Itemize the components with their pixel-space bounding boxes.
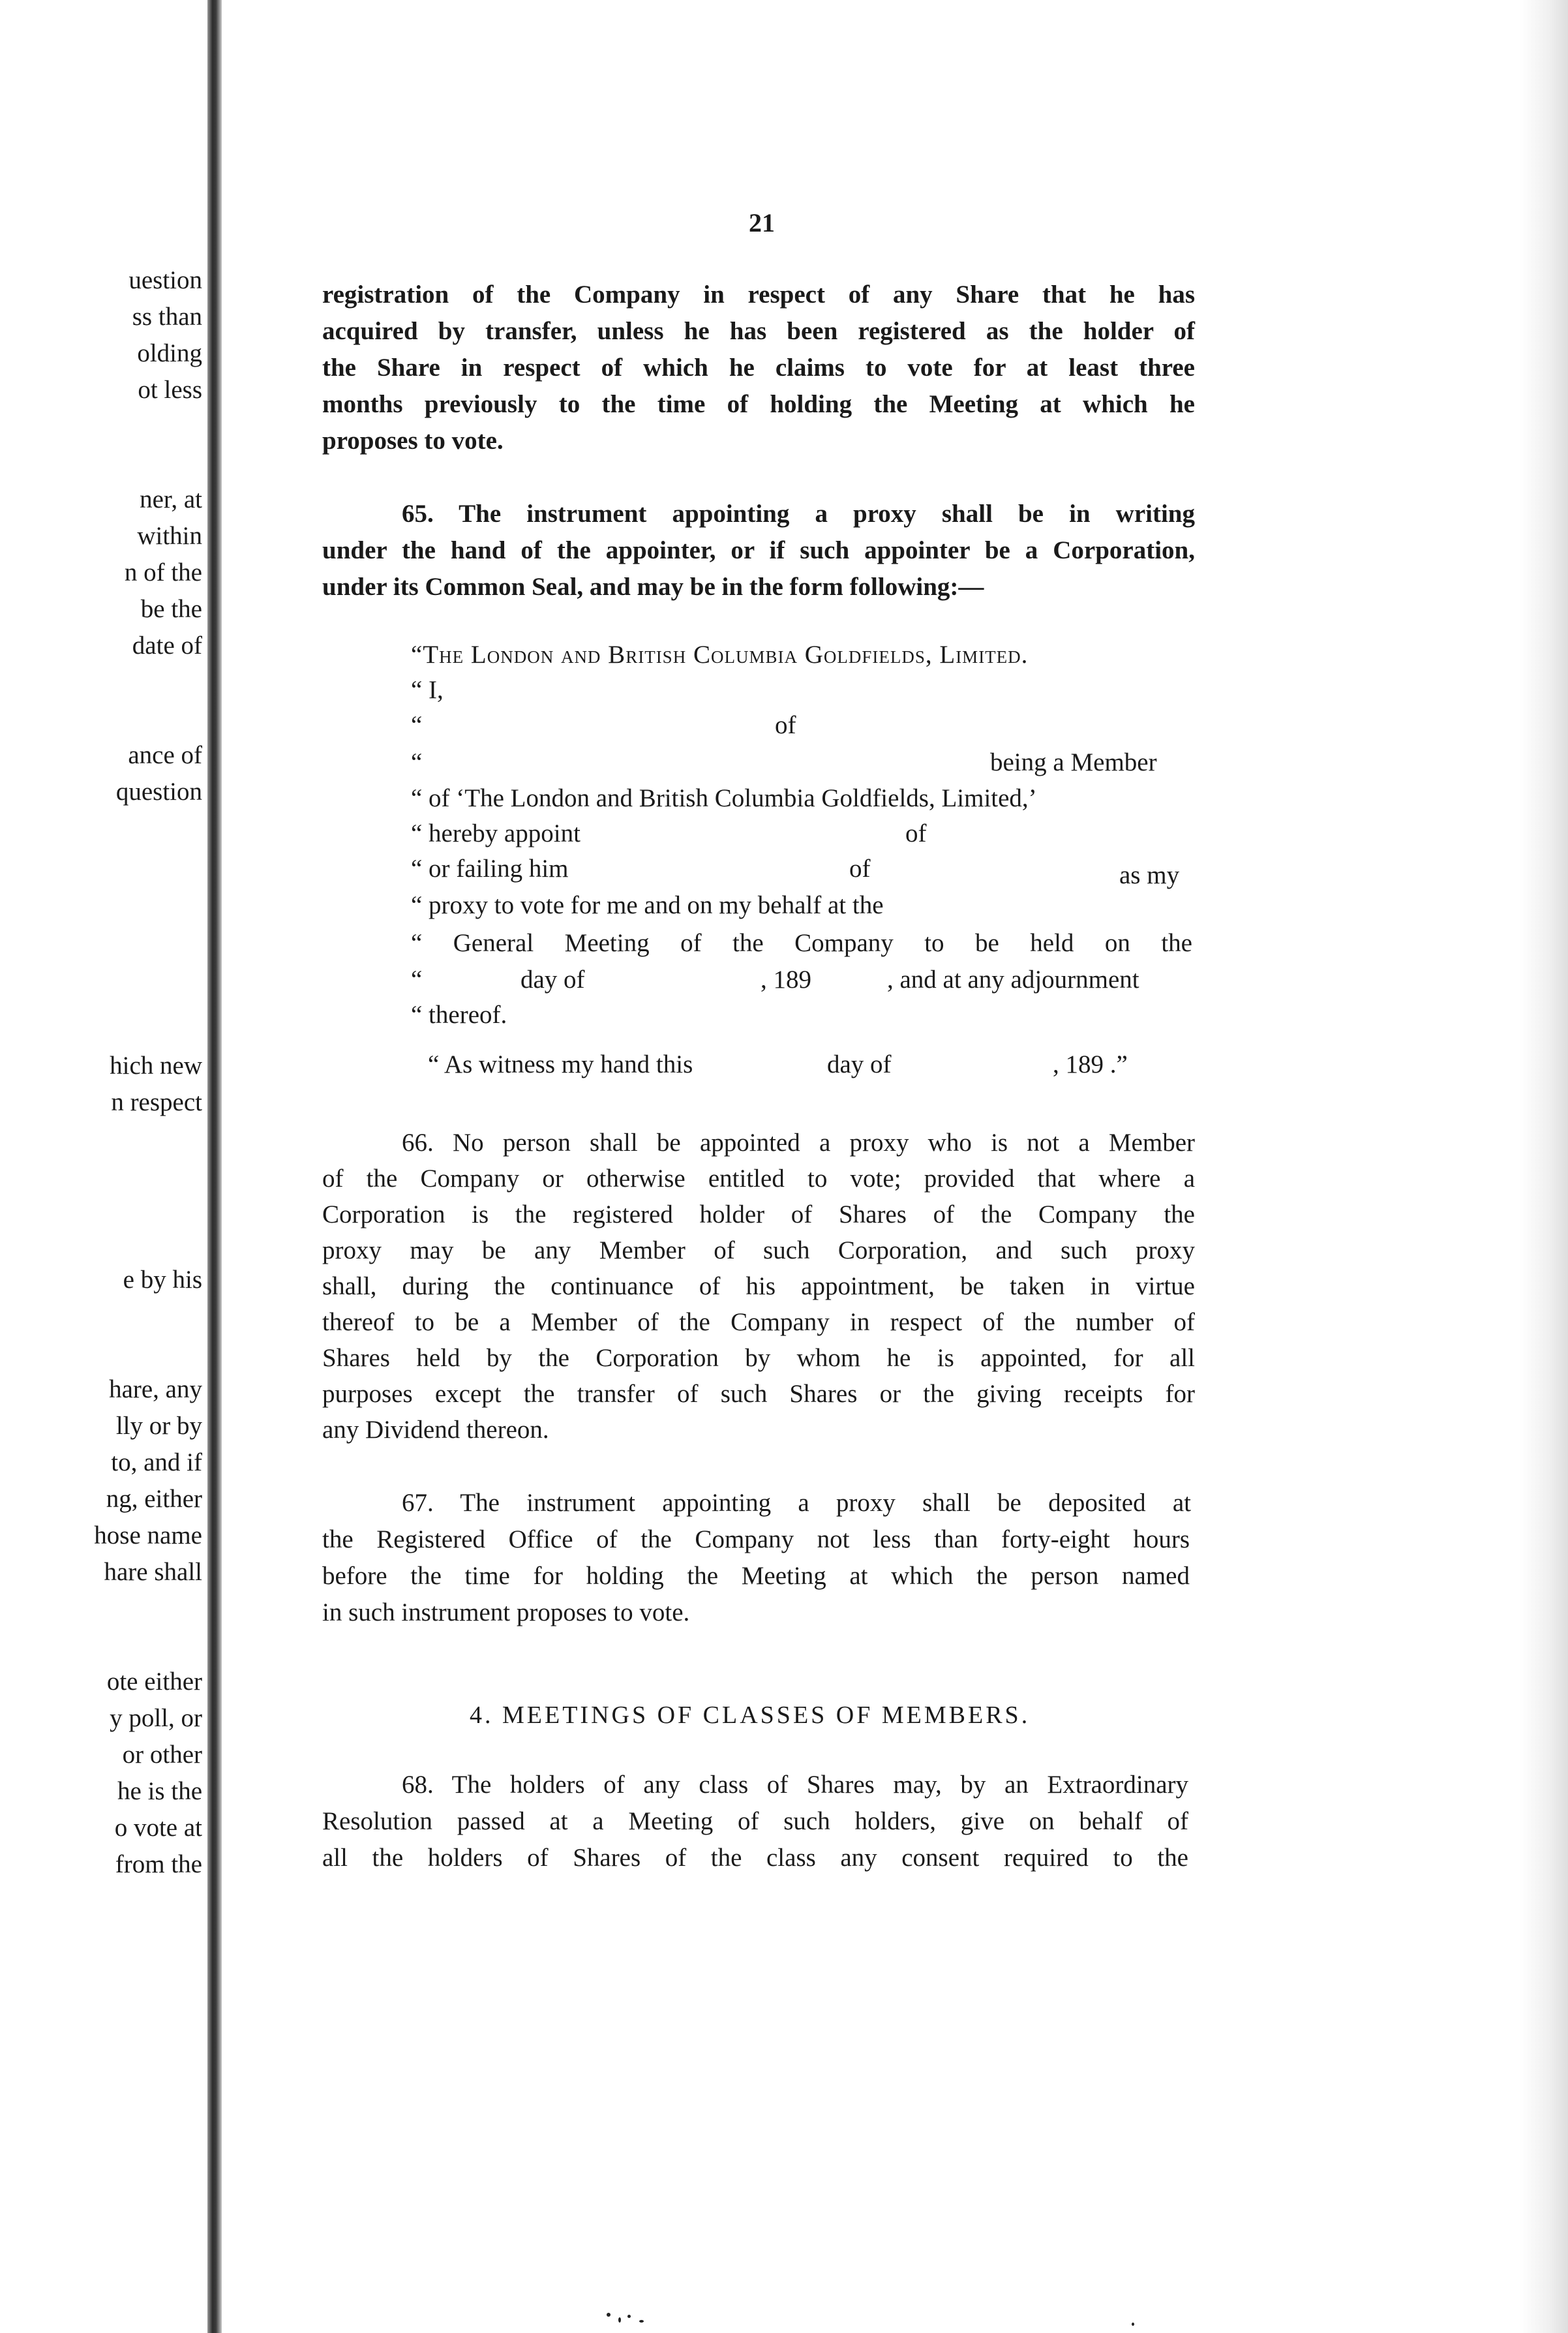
paragraph-line: months previously to the time of holding the Meeting at which he <box>322 390 1195 418</box>
page-edge-shadow <box>1520 0 1568 2333</box>
form-line: “ hereby appoint <box>411 819 580 847</box>
paragraph-line: purposes except the transfer of such Shares or the giving receipts for <box>322 1380 1195 1408</box>
paragraph-line: Resolution passed at a Meeting of such holders, give on behalf of <box>322 1807 1188 1835</box>
form-line: “ <box>411 711 423 739</box>
form-line: “ I, <box>411 676 444 704</box>
form-line: “ <box>411 748 423 776</box>
section-heading: 4. MEETINGS OF CLASSES OF MEMBERS. <box>470 1701 1031 1729</box>
page-number: 21 <box>749 208 775 237</box>
form-line: “ proxy to vote for me and on my behalf at the <box>411 891 884 919</box>
scan-speck <box>1132 2323 1134 2326</box>
left-fragment: within <box>137 522 202 550</box>
paragraph-line: in such instrument proposes to vote. <box>322 1598 690 1626</box>
form-line: , 189 <box>761 966 811 994</box>
form-line: , and at any adjournment <box>887 966 1139 994</box>
paragraph-line: 68. The holders of any class of Shares may, by an Extraordinary <box>402 1771 1188 1799</box>
paragraph-line: before the time for holding the Meeting at which the person named <box>322 1562 1190 1590</box>
left-fragment: hose name <box>94 1521 202 1549</box>
paragraph-line: thereof to be a Member of the Company in respect of the number of <box>322 1308 1195 1336</box>
left-fragment: question <box>115 778 202 806</box>
left-fragment: ote either <box>106 1668 202 1696</box>
left-fragment: uestion <box>128 266 202 294</box>
form-line: “ thereof. <box>411 1001 507 1029</box>
form-line: being a Member <box>990 748 1157 776</box>
paragraph-line: 67. The instrument appointing a proxy shall be deposited at <box>402 1489 1191 1517</box>
form-line: of <box>849 855 871 883</box>
left-fragment: olding <box>137 339 202 367</box>
paragraph-line: all the holders of Shares of the class any consent required to the <box>322 1844 1188 1872</box>
scan-speck <box>627 2315 631 2318</box>
left-fragment: o vote at <box>114 1814 202 1842</box>
paragraph-line: acquired by transfer, unless he has been registered as the holder of <box>322 317 1195 345</box>
paragraph-line: 66. No person shall be appointed a proxy who is not a Member <box>402 1129 1195 1157</box>
left-fragment: hich new <box>110 1052 202 1080</box>
form-line: of <box>905 819 927 847</box>
paragraph-line: proxy may be any Member of such Corporation, and such proxy <box>322 1236 1195 1264</box>
form-line: as my <box>1119 861 1180 889</box>
left-fragment: be the <box>140 595 202 623</box>
scan-speck <box>639 2320 644 2323</box>
left-fragment: e by his <box>123 1266 202 1294</box>
left-fragment: lly or by <box>115 1412 202 1440</box>
left-fragment: n of the <box>124 558 202 587</box>
form-line: of <box>775 711 796 739</box>
paragraph-line: of the Company or otherwise entitled to vote; provided that where a <box>322 1165 1195 1193</box>
scan-speck <box>607 2313 611 2317</box>
paragraph-line: proposes to vote. <box>322 427 504 455</box>
paragraph-line: 65. The instrument appointing a proxy shall be in writing <box>402 500 1195 528</box>
form-line: “ General Meeting of the Company to be held on the <box>411 929 1192 957</box>
left-fragment: or other <box>122 1741 202 1769</box>
form-line: “ of ‘The London and British Columbia Goldfields, Limited,’ <box>411 784 1037 812</box>
form-line: , 189 .” <box>1053 1050 1128 1078</box>
left-fragment: he is the <box>117 1777 202 1805</box>
left-fragment: ance of <box>128 741 202 769</box>
form-line: “ <box>411 966 423 994</box>
left-fragment: hare shall <box>104 1558 202 1586</box>
left-fragment: y poll, or <box>110 1704 202 1732</box>
paragraph-line: under the hand of the appointer, or if such appointer be a Corporation, <box>322 536 1195 564</box>
left-fragment: ot less <box>138 376 202 404</box>
left-fragment: to, and if <box>111 1448 202 1476</box>
left-fragment: date of <box>132 632 202 660</box>
form-line: “ or failing him <box>411 855 569 883</box>
left-page-edge <box>0 0 207 2333</box>
left-fragment: from the <box>115 1850 202 1878</box>
left-fragment: ner, at <box>140 485 202 513</box>
paragraph-line: registration of the Company in respect of any Share that he has <box>322 281 1195 309</box>
form-line: day of <box>520 966 585 994</box>
paragraph-line: Corporation is the registered holder of Shares of the Company the <box>322 1200 1195 1228</box>
form-title: “The London and British Columbia Goldfields, Limited. <box>411 641 1029 669</box>
paragraph-line: shall, during the continuance of his appointment, be taken in virtue <box>322 1272 1195 1300</box>
paragraph-line: any Dividend thereon. <box>322 1416 549 1444</box>
paragraph-line: the Share in respect of which he claims to vote for at least three <box>322 354 1195 382</box>
left-fragment: hare, any <box>109 1375 202 1403</box>
left-fragment: n respect <box>111 1088 202 1116</box>
paragraph-line: under its Common Seal, and may be in the form following:— <box>322 573 984 601</box>
scan-speck <box>618 2317 621 2323</box>
form-line: “ As witness my hand this <box>428 1050 693 1078</box>
book-gutter <box>207 0 222 2333</box>
paragraph-line: Shares held by the Corporation by whom he is appointed, for all <box>322 1344 1195 1372</box>
left-fragment: ng, either <box>106 1485 202 1513</box>
form-line: day of <box>827 1050 892 1078</box>
paragraph-line: the Registered Office of the Company not less than forty-eight hours <box>322 1525 1190 1553</box>
left-fragment: ss than <box>132 303 202 331</box>
